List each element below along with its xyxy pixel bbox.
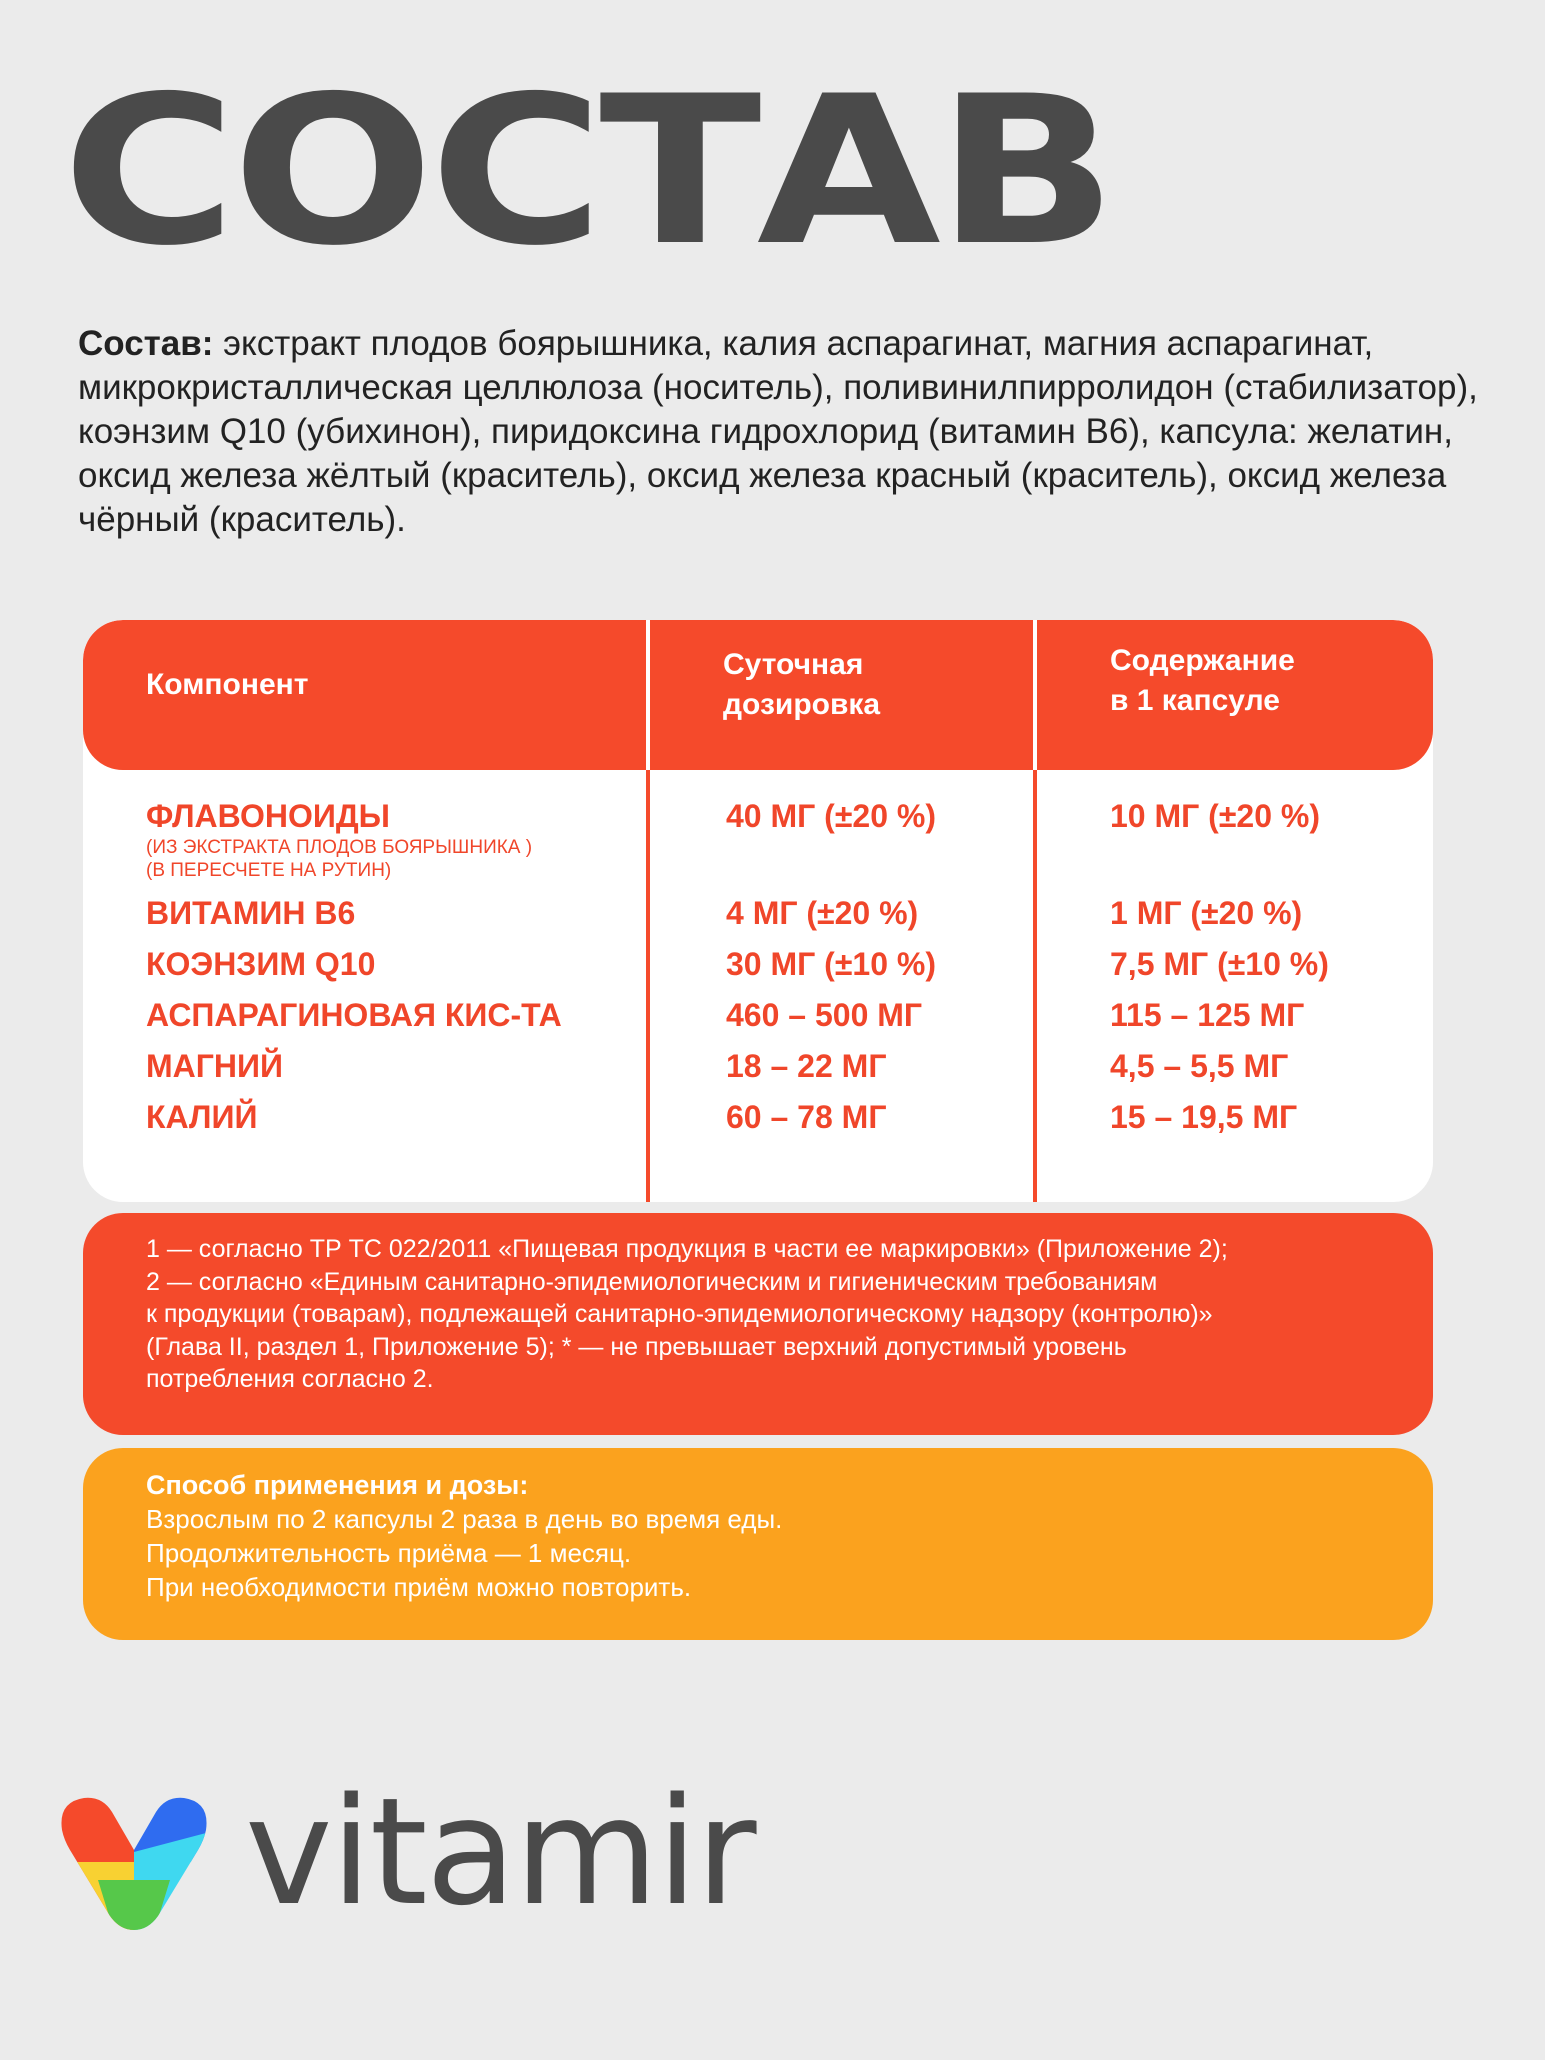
row-name: ВИТАМИН В6 — [146, 895, 356, 931]
composition-text — [78, 322, 1478, 542]
row-name: КОЭНЗИМ Q10 — [146, 946, 376, 982]
row-name: КАЛИЙ — [146, 1099, 258, 1135]
nutrition-table — [83, 620, 1433, 1202]
row-capsule: 7,5 МГ (±10 %) — [1110, 946, 1329, 982]
row-note: (В ПЕРЕСЧЕТЕ НА РУТИН) — [146, 860, 392, 881]
footnote-line: 1 — согласно ТР ТС 022/2011 «Пищевая продукция в части ее маркировки» (Приложение 2); — [146, 1235, 1228, 1263]
composition-body: экстракт плодов боярышника, калия аспарагинат, магния аспарагинат, микрокристаллическая целлюлоза (носитель), поливинилпирролидон (стабилизатор), коэнзим Q10 (убихинон), пиридоксина гидрохлорид (витамин В6), капсула: желатин, оксид железа жёлтый (краситель), оксид железа красный (краситель), оксид железа чёрный (краситель). — [78, 324, 1478, 539]
row-name: МАГНИЙ — [146, 1048, 284, 1084]
row-capsule: 115 – 125 МГ — [1110, 997, 1305, 1033]
usage-line: При необходимости приём можно повторить. — [146, 1572, 692, 1602]
row-capsule: 10 МГ (±20 %) — [1110, 798, 1320, 834]
header-component: Компонент — [146, 668, 309, 701]
row-daily: 60 – 78 МГ — [726, 1099, 887, 1135]
header-capsule-2: в 1 капсуле — [1110, 684, 1280, 717]
header-divider-2 — [1033, 620, 1037, 770]
page-title: СОСТАВ — [62, 53, 1113, 291]
footnote-line: (Глава II, раздел 1, Приложение 5); * — не превышает верхний допустимый уровень — [146, 1332, 1127, 1361]
composition-label: Состав: — [78, 324, 214, 363]
row-daily: 18 – 22 МГ — [726, 1048, 887, 1084]
row-daily: 30 МГ (±10 %) — [726, 946, 936, 982]
footnote-line: потребления согласно 2. — [146, 1365, 434, 1393]
row-daily: 4 МГ (±20 %) — [726, 895, 919, 931]
usage-title: Способ применения и дозы: — [146, 1470, 529, 1500]
row-name: АСПАРАГИНОВАЯ КИС-ТА — [146, 997, 562, 1033]
header-daily-1: Суточная — [723, 648, 864, 681]
row-name: ФЛАВОНОИДЫ — [146, 798, 390, 834]
usage-line: Взрослым по 2 капсулы 2 раза в день во время еды. — [146, 1504, 783, 1534]
row-daily: 40 МГ (±20 %) — [726, 798, 936, 834]
footnote-line: к продукции (товарам), подлежащей санитарно-эпидемиологическому надзору (контролю)» — [146, 1300, 1213, 1328]
row-daily: 460 – 500 МГ — [726, 997, 923, 1033]
vitamir-logo-icon — [58, 1792, 210, 1932]
usage-box — [83, 1448, 1433, 1640]
row-capsule: 1 МГ (±20 %) — [1110, 895, 1303, 931]
row-capsule: 15 – 19,5 МГ — [1110, 1099, 1298, 1135]
header-divider-1 — [646, 620, 650, 770]
footnotes-text — [146, 1233, 1406, 1396]
header-capsule-1: Содержание — [1110, 644, 1295, 677]
usage-line: Продолжительность приёма — 1 месяц. — [146, 1538, 632, 1568]
row-capsule: 4,5 – 5,5 МГ — [1110, 1048, 1289, 1084]
footnotes-box — [83, 1213, 1433, 1435]
brand-name: vitamir — [245, 1766, 755, 1938]
header-daily-2: дозировка — [723, 688, 881, 721]
footnote-line: 2 — согласно «Единым санитарно-эпидемиологическим и гигиеническим требованиям — [146, 1267, 1158, 1296]
row-note: (ИЗ ЭКСТРАКТА ПЛОДОВ БОЯРЫШНИКА ) — [146, 837, 533, 858]
logo-segment-green — [98, 1880, 170, 1932]
